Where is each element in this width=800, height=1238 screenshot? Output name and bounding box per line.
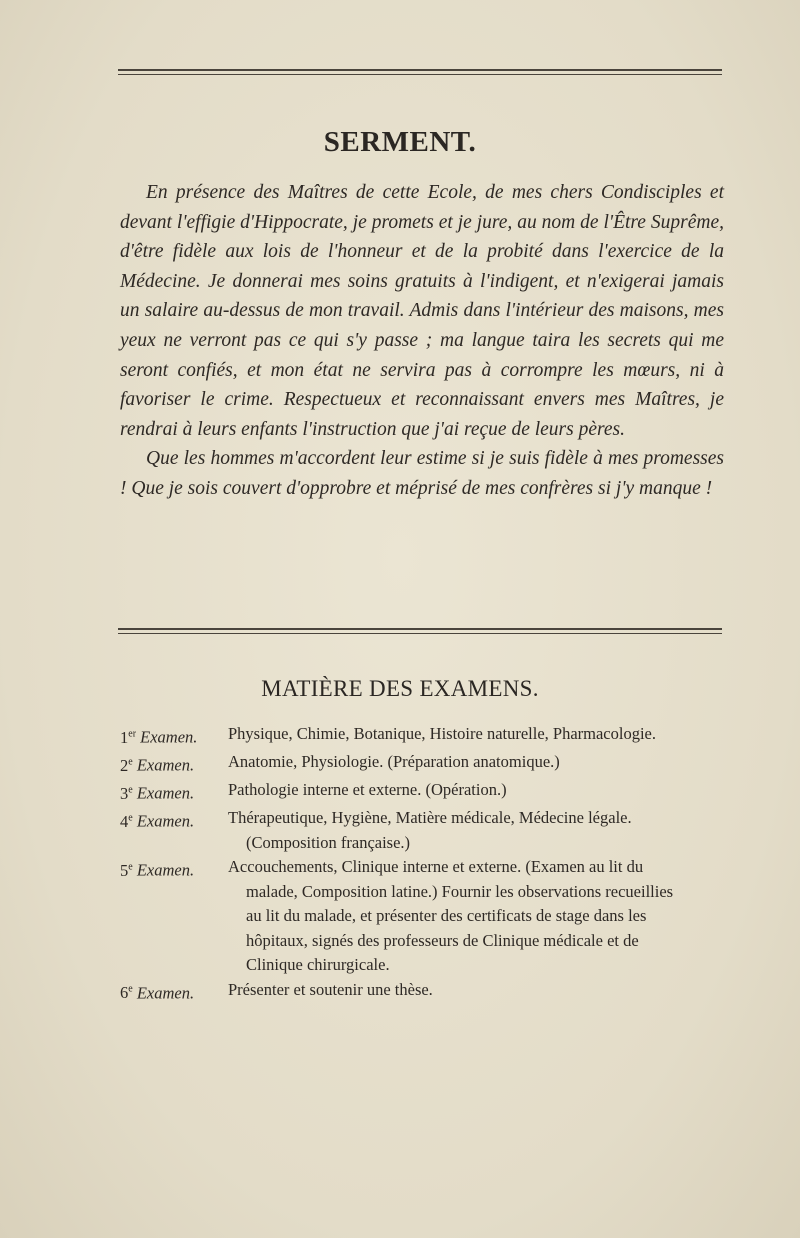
middle-divider-rule	[118, 628, 722, 634]
exam-subjects: Physique, Chimie, Botanique, Histoire naturelle, Pharmacologie.	[228, 724, 657, 743]
exam-row	[120, 806, 730, 855]
exam-label: 2e Examen.	[120, 755, 195, 775]
exam-label: 6e Examen.	[120, 983, 195, 1002]
exam-row	[120, 978, 730, 1006]
exam-label: 3e Examen.	[120, 783, 195, 803]
exam-subjects: Thérapeutique, Hygiène, Matière médicale, Médecine légale. (Composition française.)	[228, 808, 632, 852]
exam-list	[120, 722, 730, 1006]
exam-subjects: Pathologie interne et externe. (Opération.)	[228, 780, 507, 799]
exam-subjects: Accouchements, Clinique interne et externe. (Examen au lit du malade, Composition latine.) Fournir les observations recueillies au lit du malade, et présenter des certificats de stage dans les hôpitaux, signés des professeurs de Clinique médicale et de Clinique chirurgicale.	[228, 857, 674, 974]
exam-label: 1er Examen.	[120, 727, 198, 747]
exam-row	[120, 750, 730, 778]
top-divider-rule	[118, 69, 722, 75]
section-title: MATIÈRE DES EXAMENS.	[261, 676, 539, 701]
oath-paragraph: Que les hommes m'accordent leur estime si je suis fidèle à mes promesses ! Que je sois couvert d'opprobre et méprisé de mes confrères si j'y manque !	[120, 448, 724, 499]
exam-label: 5e Examen.	[120, 860, 195, 880]
exam-row	[120, 855, 730, 978]
exam-label: 4e Examen.	[120, 811, 195, 831]
exam-row	[120, 722, 730, 750]
exam-subjects: Présenter et soutenir une thèse.	[228, 979, 433, 999]
oath-text	[120, 178, 724, 504]
exam-row	[120, 778, 730, 806]
page-title: SERMENT.	[323, 126, 477, 158]
exam-subjects: Anatomie, Physiologie. (Préparation anatomique.)	[228, 752, 560, 771]
oath-paragraph: En présence des Maîtres de cette Ecole, de mes chers Condisciples et devant l'effigie d'Hippocrate, je promets et je jure, au nom de l'Être Suprême, d'être fidèle aux lois de l'honneur et de la probité dans l'exercice de la Médecine. Je donnerai mes soins gratuits à l'indigent, et n'exigerai jamais un salaire au-dessus de mon travail. Admis dans l'intérieur des maisons, mes yeux ne verront pas ce qui s'y passe ; ma langue taira les secrets qui me seront confiés, et mon état ne servira pas à corrompre les mœurs, ni à favoriser le crime. Respectueux et reconnaissant envers mes Maîtres, je rendrai à leurs enfants l'instruction que j'ai reçue de leurs pères.	[120, 182, 724, 440]
